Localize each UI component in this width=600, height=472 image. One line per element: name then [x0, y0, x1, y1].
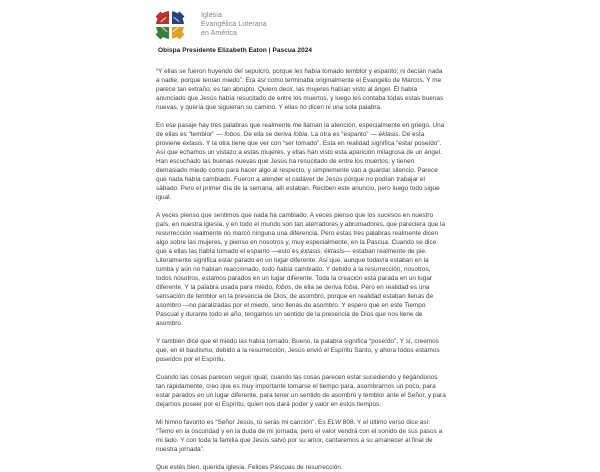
paragraph: A veces pienso que sentimos que nada ha cambiado. A veces pienso que los sucesos en nuestro país, en nuestra iglesia, y en todo el mundo son tan aterradores y abrumadores, que pareciera que la resurrección realmente no marcó ninguna una diferencia. Pero estas tres palabras realmente dicen algo sobre las mujeres, y pienso en nosotros y, muy especialmente, en la Pascua. Cuando se dice que a ellas las había tomado el espanto —esto es éxtasis, éktasis— estaban realmente de pie. Literalmente significa estar parado en un lugar diferente. Así que, aunque todavía estaban en la tumba y aún no habían reaccionado, todo había cambiado. Y debido a la resurrección, nosotros, todos nosotros, estamos parados en un lugar diferente. Toda la creación está parada en un lugar diferente. Y la palabra usada para miedo, fobos, de ella se deriva fobia. Pero en realidad es una sensación de temblor en la presencia de Dios; de asombro, porque en realidad estaban llenas de asombro —no paralizadas por el miedo, sino llenas de asombro. Y espero que en este Tiempo Pascual y durante todo el año, tengamos un sentido de la presencia de Dios que nos llene de asombro.: [156, 212, 446, 327]
body-paragraphs: [156, 67, 446, 472]
paragraph: Mi himno favorito es “Señor Jesús, tú serás mi canción”. Es ELW 808. Y el último verso dice así: “Temo en la oscuridad y en la duda de mi jornada, pero el valor vendrá con el sonido de sus pasos a mi lado. Y con toda la familia que Jesús salvó por su amor, cantaremos a su amanecer al final de nuestra jornada”.: [156, 419, 443, 453]
org-name: [201, 10, 267, 38]
org-name-line-1: Iglesia: [201, 12, 222, 19]
org-name-line-3: en América: [201, 29, 238, 37]
paragraph: Cuando las cosas parecen seguir igual, cuando las cosas parecen estar sucediendo y llegándonos tan rápidamente, creo que es muy importante tomarse el tiempo para, asombrarnos un poco, para estar parados en un lugar diferente, para tener un sentido de asombro y temblor ante el Señor, y para dejarnos poseer por el Espíritu, quien nos dará poder y valor en estos tiempos.: [156, 374, 446, 408]
org-name-line-2: Evangélica Luterana: [201, 20, 267, 28]
paragraph: En ese pasaje hay tres palabras que realmente me llaman la atención, especialmente en griego. Una de ellas es “temblor” — fobos. De ella se deriva fobia. La otra es “espanto” — éktasis. De esta proviene éxtasis. Y la otra tiene que ver con “ser tomado”. Esta en realidad significa “estar poseído”. Así que echamos un vistazo a estas mujeres, y ellas han visto esta aparición milagrosa de un ángel. Han escuchado las buenas nuevas que Jesús ha resucitado de entre los muertos, y tienen demasiado miedo como para hacer algo al respecto, y simplemente van a guardar silencio. Parece que nada había cambiado. Fueron a atender el cadáver de Jesús porque no podían trabajar el sábado. Pero el primer día de la semana, allí estaban. Reciben este anuncio, pero luego todo sigue igual.: [156, 122, 445, 201]
paragraph: Y también dice que el miedo las había tomado. Bueno, la palabra significa “poseído”. Y sí, creemos que, en el bautismo, debido a la resurrección, Jesús envió el Espíritu Santo, y ahora todos estamos poseídos por el Espíritu.: [156, 338, 440, 363]
elca-cross-emblem-icon: [156, 11, 184, 40]
paragraph: “Y ellas se fueron huyendo del sepulcro, porque les había tomado temblor y espanto; ni decían nada a nadie, porque tenían miedo”. Era así como terminaba originalmente el Evangelio de Marcos. Y me parece tan extraño; es tan abrupto. Quiero decir, las mujeres habían visto al ángel. Él había anunciado que Jesús había resucitado de entre los muertos, y luego les contaba todas estas buenas nuevas, y quería que siguieran su camino. Y ellas no dicen ni una sola palabra.: [156, 68, 444, 111]
page-title: Obispa Presidente Elizabeth Eaton | Pascua 2024: [158, 47, 313, 54]
emblem-cross-horizontal: [155, 24, 185, 27]
paragraph: Que estés bien, querida iglesia. Felices Pascuas de resurrección.: [156, 464, 343, 471]
document-page: [156, 10, 446, 472]
org-header: [156, 10, 446, 40]
